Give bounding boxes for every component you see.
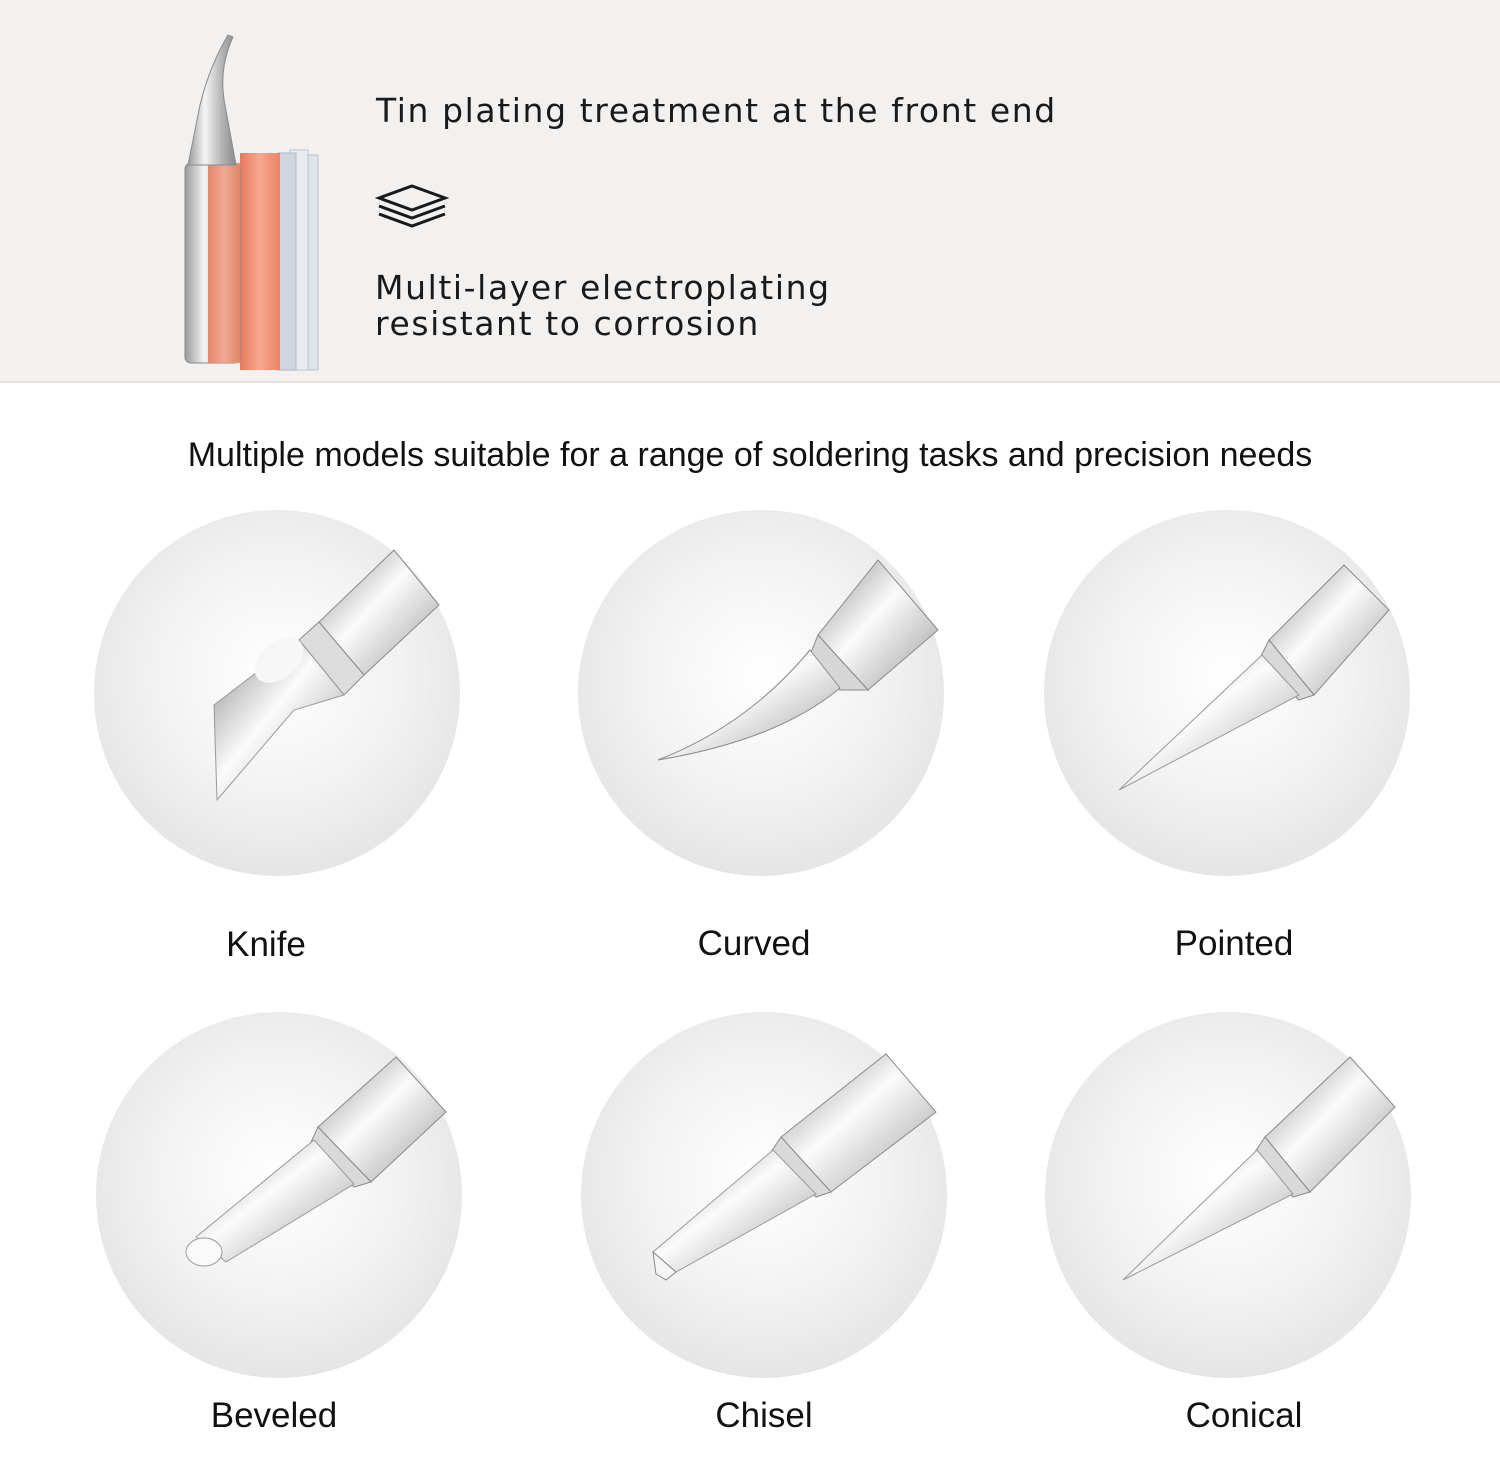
knife-tip-image bbox=[94, 510, 460, 876]
tin-plating-text: Tin plating treatment at the front end bbox=[376, 91, 1057, 130]
electroplating-line-1: Multi-layer electroplating bbox=[375, 268, 831, 307]
banner-divider bbox=[0, 381, 1500, 383]
models-headline: Multiple models suitable for a range of soldering tasks and precision needs bbox=[187, 436, 1313, 474]
tip-cross-section-image bbox=[170, 25, 340, 380]
pointed-label: Pointed bbox=[1174, 924, 1294, 963]
electroplating-line-2: resistant to corrosion bbox=[375, 304, 760, 343]
chisel-tip-image bbox=[581, 1012, 947, 1378]
layers-icon bbox=[375, 182, 450, 228]
electroplating-text bbox=[375, 270, 831, 342]
curved-label: Curved bbox=[697, 924, 811, 963]
beveled-tip-image bbox=[96, 1012, 462, 1378]
beveled-label: Beveled bbox=[210, 1396, 338, 1435]
conical-tip-image bbox=[1045, 1012, 1411, 1378]
knife-label: Knife bbox=[226, 925, 306, 964]
pointed-tip-image bbox=[1044, 510, 1410, 876]
chisel-label: Chisel bbox=[715, 1396, 813, 1435]
conical-label: Conical bbox=[1185, 1396, 1303, 1435]
curved-tip-image bbox=[578, 510, 944, 876]
